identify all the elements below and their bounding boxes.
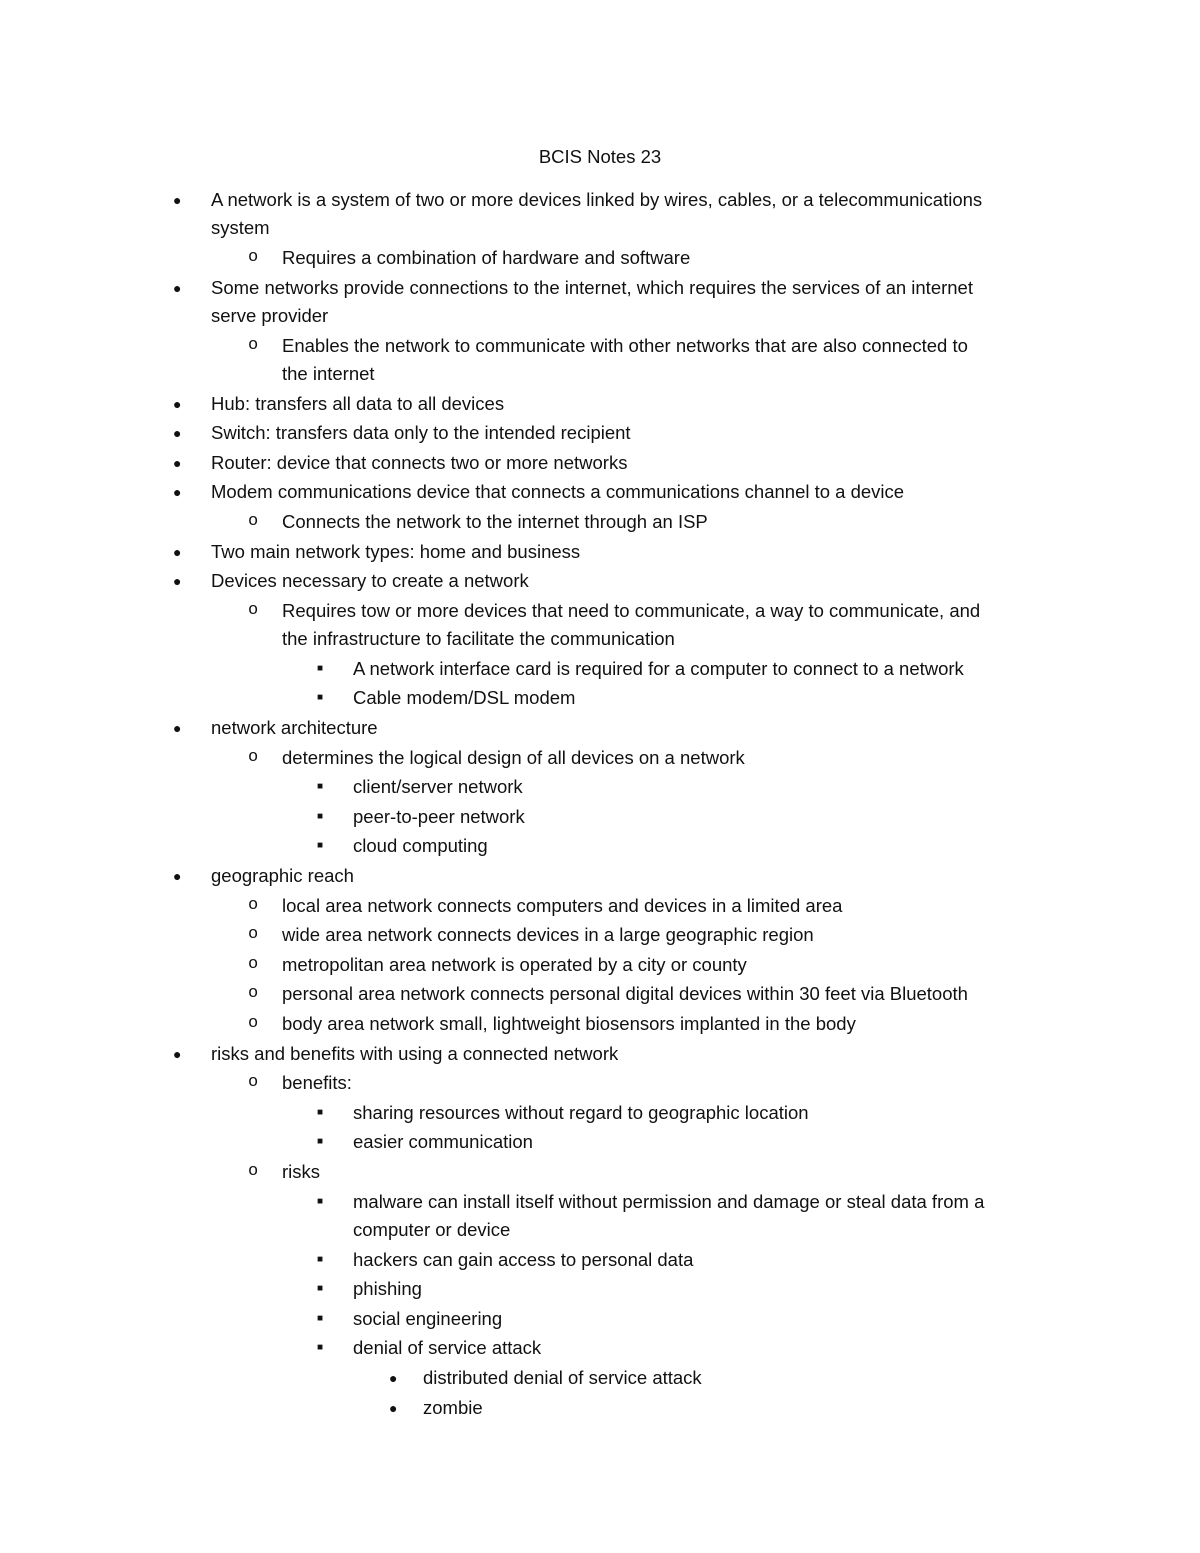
bullet-icon: ■ (317, 840, 324, 852)
list-item-level-1 (0, 1040, 1200, 1068)
bullet-icon: ■ (317, 1136, 324, 1148)
list-item-level-3 (0, 803, 1200, 831)
list-item-level-1 (0, 538, 1200, 566)
bullet-icon: ● (173, 192, 182, 208)
list-item-level-3 (0, 684, 1200, 712)
list-item-text: client/server network (353, 776, 523, 798)
list-item-text: sharing resources without regard to geographic location (353, 1101, 809, 1123)
bullet-icon: o (248, 248, 259, 267)
list-item-text: local area network connects computers and devices in a limited area (282, 894, 843, 916)
list-item-text: Connects the network to the internet through an ISP (282, 511, 708, 532)
bullet-icon: ● (173, 484, 182, 501)
bullet-icon: ■ (317, 1195, 324, 1207)
list-item-text: geographic reach (211, 865, 354, 886)
list-item-text-continued: computer or device (353, 1218, 511, 1240)
bullet-icon: ● (173, 425, 182, 442)
list-item-level-2 (0, 892, 1200, 920)
bullet-icon: ● (173, 720, 182, 736)
bullet-icon: ● (173, 395, 182, 412)
bullet-icon: ■ (317, 1106, 324, 1118)
list-item-text-continued: system (211, 217, 270, 239)
list-item-text: Devices necessary to create a network (211, 570, 529, 592)
list-item-level-3 (0, 1128, 1200, 1156)
list-item-level-2 (0, 332, 1200, 389)
list-item-text: determines the logical design of all devices on a network (282, 746, 745, 768)
bullet-icon: ● (173, 454, 182, 471)
list-item-text: risks and benefits with using a connected network (211, 1042, 619, 1064)
bullet-icon: ● (389, 1399, 398, 1416)
list-item-level-1 (0, 186, 1200, 243)
bullet-icon: ■ (317, 662, 324, 674)
bullet-icon: ● (173, 868, 182, 884)
bullet-icon: o (248, 895, 259, 915)
list-item-level-2 (0, 744, 1200, 772)
list-item-text: social engineering (353, 1307, 503, 1329)
bullet-icon: o (248, 954, 259, 974)
list-item-level-1 (0, 478, 1200, 506)
bullet-icon: o (248, 984, 259, 1004)
list-item-text: hackers can gain access to personal data (353, 1248, 694, 1270)
bullet-icon: ● (173, 279, 182, 296)
bullet-icon: o (248, 512, 259, 531)
list-item-text: Hub: transfers all data to all devices (211, 392, 505, 414)
bullet-icon: ■ (317, 1253, 324, 1265)
bullet-icon: ● (173, 573, 182, 590)
list-item-level-3 (0, 1188, 1200, 1245)
list-item-text: Requires a combination of hardware and software (282, 247, 691, 268)
list-item-level-1 (0, 419, 1200, 447)
list-item-text: Cable modem/DSL modem (353, 687, 576, 709)
list-item-level-4 (0, 1364, 1200, 1392)
list-item-text: Switch: transfers data only to the intended recipient (211, 422, 631, 444)
list-item-text-continued: the infrastructure to facilitate the communication (282, 628, 675, 650)
list-item-level-4 (0, 1394, 1200, 1422)
list-item-text: Two main network types: home and business (211, 540, 581, 562)
list-item-level-2 (0, 597, 1200, 654)
list-item-text: Router: device that connects two or more networks (211, 451, 628, 473)
list-item-text-continued: the internet (282, 362, 375, 384)
list-item-text: peer-to-peer network (353, 805, 525, 827)
list-item-level-3 (0, 655, 1200, 683)
list-item-text: risks (282, 1161, 321, 1182)
list-item-text: A network is a system of two or more devices linked by wires, cables, or a telecommunications (211, 189, 983, 210)
list-item-level-1 (0, 567, 1200, 595)
bullet-icon: o (248, 335, 259, 355)
list-item-level-2 (0, 921, 1200, 949)
bullet-icon: ■ (317, 692, 324, 704)
bullet-icon: ● (173, 1045, 182, 1062)
list-item-text: zombie (423, 1396, 483, 1418)
list-item-text: easier communication (353, 1131, 533, 1153)
bullet-icon: ■ (317, 810, 324, 822)
list-item-level-2 (0, 1010, 1200, 1038)
bullet-icon: ■ (317, 1312, 324, 1324)
list-item-level-2 (0, 980, 1200, 1008)
list-item-level-3 (0, 1305, 1200, 1333)
list-item-text-continued: serve provider (211, 304, 329, 326)
list-item-level-2 (0, 1158, 1200, 1186)
list-item-text: Requires tow or more devices that need to communicate, a way to communicate, and (282, 599, 981, 621)
list-item-text: benefits: (282, 1072, 352, 1094)
bullet-icon: o (248, 1014, 259, 1033)
list-item-level-2 (0, 951, 1200, 979)
list-item-text: Some networks provide connections to the internet, which requires the services of an internet (211, 276, 973, 298)
bullet-icon: ■ (317, 781, 324, 793)
bullet-icon: o (248, 1073, 259, 1093)
bullet-icon: o (248, 1162, 259, 1181)
list-item-text: network architecture (211, 717, 378, 738)
bullet-icon: ■ (317, 1342, 324, 1354)
list-item-level-1 (0, 449, 1200, 477)
list-item-level-2 (0, 1069, 1200, 1097)
list-item-text: malware can install itself without permission and damage or steal data from a (353, 1190, 985, 1212)
list-item-text: personal area network connects personal digital devices within 30 feet via Bluetooth (282, 983, 968, 1005)
list-item-level-3 (0, 1246, 1200, 1274)
bullet-icon: o (248, 600, 259, 620)
bullet-icon: ● (173, 543, 182, 560)
list-item-text: phishing (353, 1278, 422, 1300)
list-item-level-3 (0, 1099, 1200, 1127)
list-item-text: metropolitan area network is operated by a city or county (282, 953, 747, 975)
list-item-text: cloud computing (353, 835, 488, 857)
list-item-text: wide area network connects devices in a large geographic region (282, 924, 814, 946)
list-item-level-1 (0, 862, 1200, 890)
list-item-level-3 (0, 1275, 1200, 1303)
document-title: BCIS Notes 23 (538, 146, 662, 167)
bullet-icon: o (248, 747, 259, 767)
list-item-level-3 (0, 773, 1200, 801)
list-item-level-1 (0, 390, 1200, 418)
list-item-level-2 (0, 508, 1200, 536)
list-item-level-2 (0, 244, 1200, 272)
bullet-icon: ■ (317, 1283, 324, 1295)
list-item-text: denial of service attack (353, 1337, 542, 1359)
list-item-text: A network interface card is required for a computer to connect to a network (353, 657, 964, 679)
list-item-text: Modem communications device that connects a communications channel to a device (211, 481, 905, 503)
list-item-text: distributed denial of service attack (423, 1367, 702, 1388)
bullet-icon: ● (389, 1370, 398, 1386)
bullet-icon: o (248, 925, 259, 945)
list-item-level-1 (0, 714, 1200, 742)
list-item-level-3 (0, 832, 1200, 860)
list-item-text: Enables the network to communicate with other networks that are also connected to (282, 334, 968, 356)
list-item-level-1 (0, 274, 1200, 331)
list-item-level-3 (0, 1334, 1200, 1362)
list-item-text: body area network small, lightweight biosensors implanted in the body (282, 1013, 856, 1034)
